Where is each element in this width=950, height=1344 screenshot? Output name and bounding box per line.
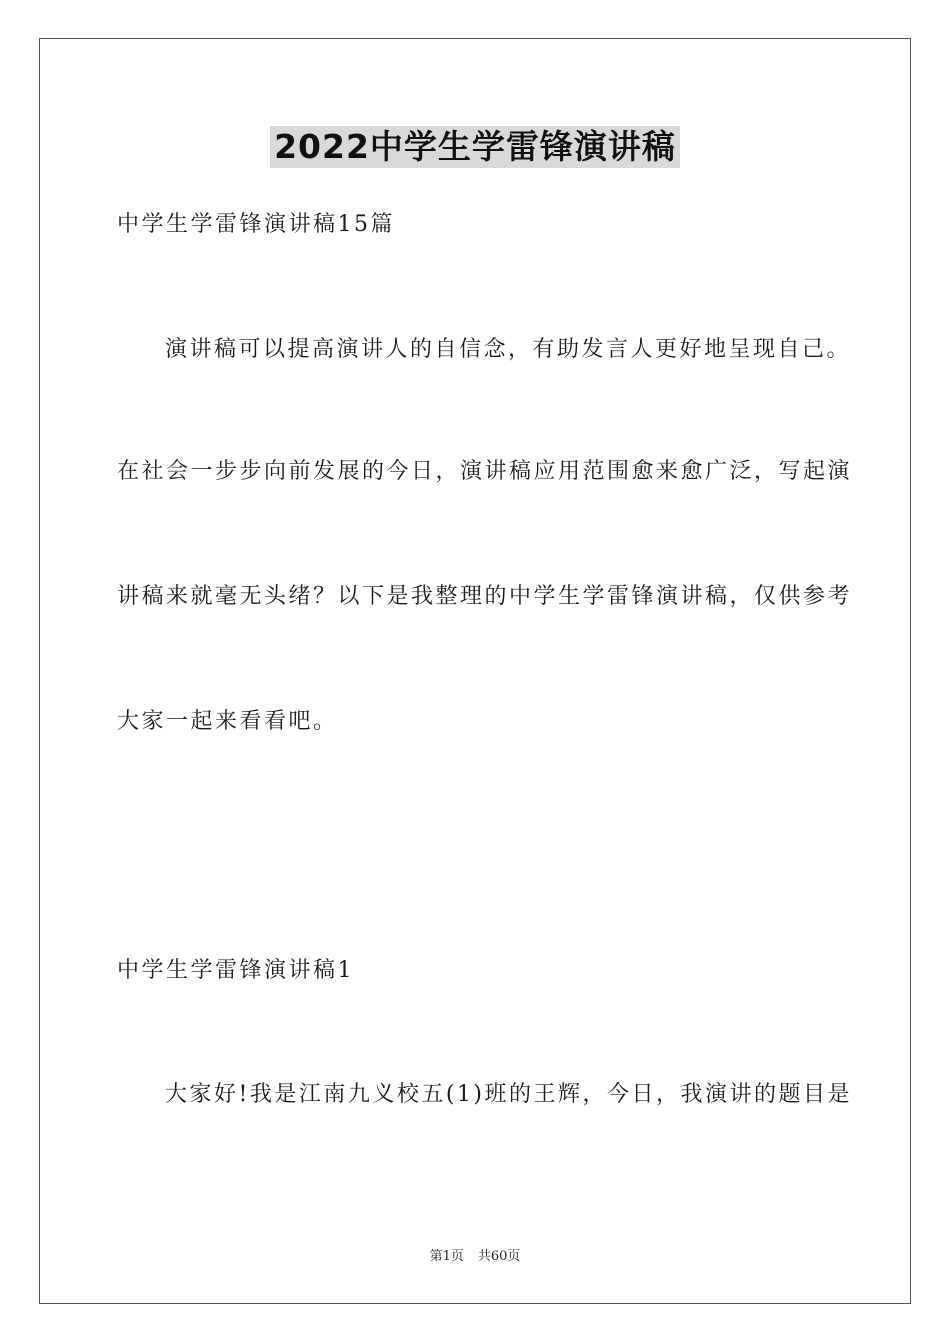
document-subtitle: 中学生学雷锋演讲稿15篇 <box>117 212 395 237</box>
paragraph-line: 大家一起来看看吧。 <box>117 709 338 734</box>
page-number-current: 第1页 <box>429 1249 464 1264</box>
document-title: 2022中学生学雷锋演讲稿 <box>270 126 680 168</box>
paragraph-line: 在社会一步步向前发展的今日，演讲稿应用范围愈来愈广泛，写起演 <box>117 459 853 484</box>
paragraph-line: 讲稿来就毫无头绪？以下是我整理的中学生学雷锋演讲稿，仅供参考 <box>117 584 853 609</box>
paragraph-line: 演讲稿可以提高演讲人的自信念，有助发言人更好地呈现自己。 <box>165 337 852 362</box>
page-footer <box>0 1248 950 1266</box>
paragraph-line: 大家好!我是江南九义校五(1)班的王辉，今日，我演讲的题目是 <box>165 1082 853 1107</box>
title-container <box>0 126 950 168</box>
section-heading: 中学生学雷锋演讲稿1 <box>117 958 354 983</box>
page-number-total: 共60页 <box>477 1249 521 1264</box>
